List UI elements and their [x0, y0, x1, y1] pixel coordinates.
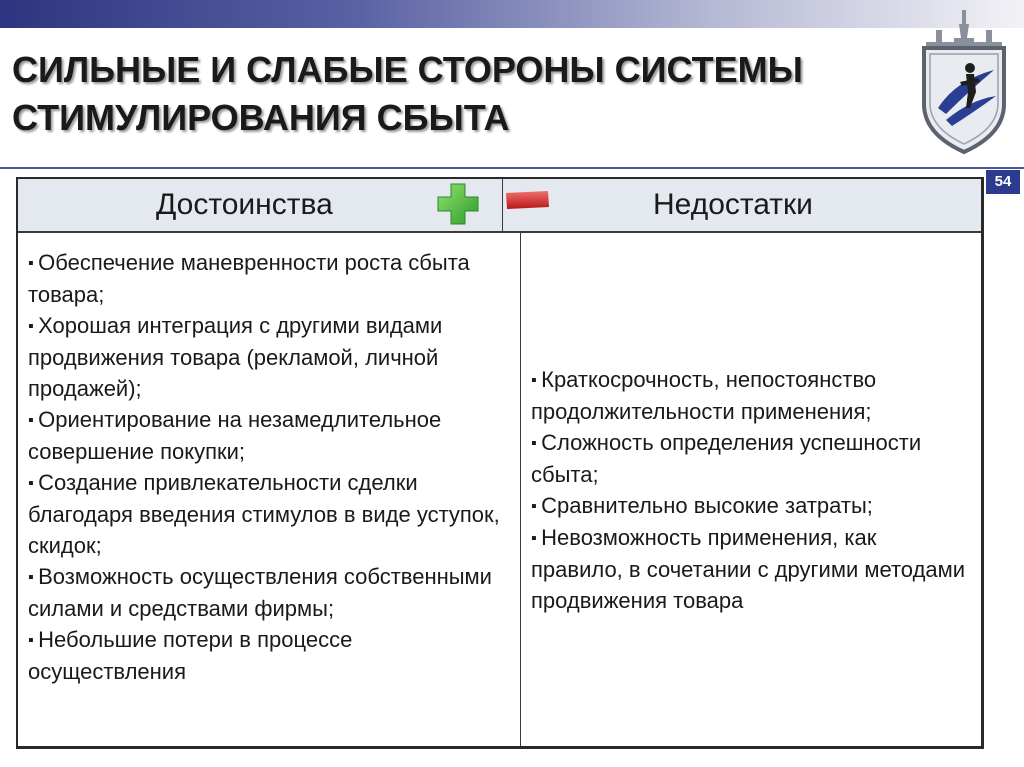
- plus-icon: [436, 182, 480, 226]
- slide-title: [12, 46, 912, 142]
- disadvantages-list: [531, 364, 973, 616]
- list-item: ▪ Сложность определения успешности сбыта;: [531, 427, 973, 490]
- list-item: ▪ Сравнительно высокие затраты;: [531, 490, 973, 522]
- comparison-table: [16, 177, 984, 749]
- header-cell-disadvantages: [503, 179, 981, 231]
- title-divider: [0, 167, 1024, 169]
- slide-title-line-1: СИЛЬНЫЕ И СЛАБЫЕ СТОРОНЫ СИСТЕМЫ: [12, 49, 803, 90]
- list-item: ▪ Небольшие потери в процессе осуществления: [28, 624, 512, 687]
- minus-icon: [503, 189, 551, 211]
- advantages-list: [28, 247, 512, 687]
- table-header-row: [18, 179, 981, 233]
- top-gradient-bar: [0, 0, 1024, 28]
- page-number-badge: 54: [986, 170, 1020, 194]
- header-disadvantages-label: Недостатки: [653, 188, 813, 221]
- list-item: ▪ Краткосрочность, непостоянство продолжительности применения;: [531, 364, 973, 427]
- advantages-cell: [18, 233, 521, 746]
- list-item: ▪ Возможность осуществления собственными силами и средствами фирмы;: [28, 561, 512, 624]
- list-item: ▪ Невозможность применения, как правило, в сочетании с другими методами продвижения товара: [531, 522, 973, 616]
- list-item: ▪ Ориентирование на незамедлительное совершение покупки;: [28, 404, 512, 467]
- list-item: ▪ Хорошая интеграция с другими видами продвижения товара (рекламой, личной продажей);: [28, 310, 512, 404]
- disadvantages-cell: [521, 233, 981, 746]
- list-item: ▪ Обеспечение маневренности роста сбыта товара;: [28, 247, 512, 310]
- slide-title-line-2: СТИМУЛИРОВАНИЯ СБЫТА: [12, 97, 510, 138]
- table-body-row: [18, 233, 981, 746]
- list-item: ▪ Создание привлекательности сделки благодаря введения стимулов в виде уступок, скидок;: [28, 467, 512, 561]
- header-cell-advantages: [18, 179, 503, 231]
- header-advantages-label: Достоинства: [156, 188, 333, 221]
- university-emblem-icon: [916, 8, 1012, 158]
